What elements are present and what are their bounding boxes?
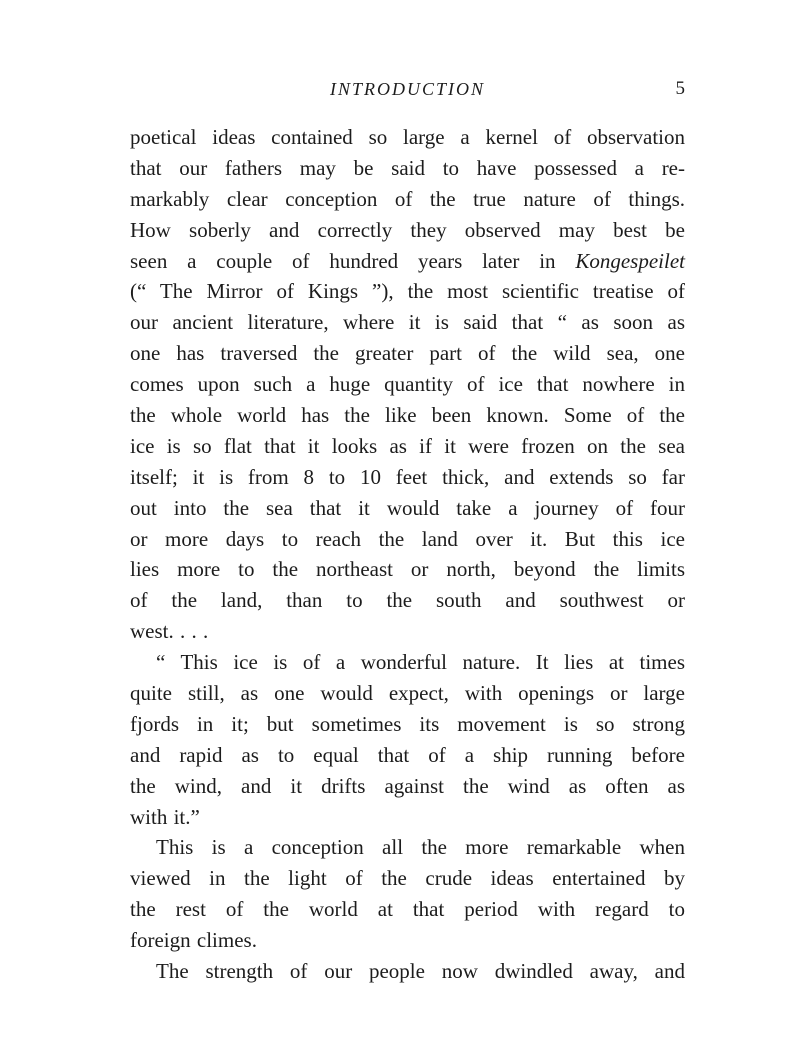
text-line-content: lies more to the northeast or north, beyond the limits <box>130 557 685 582</box>
text-line <box>130 307 685 338</box>
body-text <box>130 122 685 987</box>
text-line-content: west. . . . <box>130 619 209 644</box>
text-line-content: (“ The Mirror of Kings ”), the most scientific treatise of <box>130 279 685 304</box>
text-line-content: The strength of our people now dwindled away, and <box>156 959 685 984</box>
text-line-content: seen a couple of hundred years later in <box>130 248 576 273</box>
text-line <box>130 616 685 647</box>
running-head <box>130 74 685 104</box>
running-title: INTRODUCTION <box>329 79 486 99</box>
italic-title: Kongespeilet <box>575 248 685 273</box>
text-line-content: our ancient literature, where it is said that “ as soon as <box>130 310 685 335</box>
text-line-content: How soberly and correctly they observed may best be <box>130 217 685 242</box>
text-line-content: the rest of the world at that period with regard to <box>130 897 685 922</box>
text-line-content: poetical ideas contained so large a kernel of observation <box>130 125 685 149</box>
text-line <box>130 493 685 524</box>
text-line-content: markably clear conception of the true nature of things. <box>130 186 685 211</box>
text-line-content: the wind, and it drifts against the wind as often as <box>130 773 685 798</box>
text-line <box>130 369 685 400</box>
text-line-content: viewed in the light of the crude ideas entertained by <box>130 866 685 891</box>
text-line <box>130 400 685 431</box>
text-line <box>130 585 685 616</box>
text-line <box>130 338 685 369</box>
text-line <box>130 956 685 987</box>
text-line-content: comes upon such a huge quantity of ice that nowhere in <box>130 372 685 397</box>
text-line <box>130 925 685 956</box>
text-line <box>130 647 685 678</box>
text-line <box>130 276 685 307</box>
text-line <box>130 554 685 585</box>
text-line <box>130 678 685 709</box>
text-line-content: out into the sea that it would take a journey of four <box>130 495 685 520</box>
text-line-content: quite still, as one would expect, with openings or large <box>130 681 685 706</box>
text-line-content: This is a conception all the more remarkable when <box>156 835 685 860</box>
text-line-content: with it.” <box>130 804 200 829</box>
text-line-content: foreign climes. <box>130 928 257 953</box>
text-line <box>130 246 685 277</box>
text-line-content: or more days to reach the land over it. But this ice <box>130 526 685 551</box>
text-line-content: ice is so flat that it looks as if it were frozen on the sea <box>130 433 685 458</box>
text-line <box>130 215 685 246</box>
text-line <box>130 462 685 493</box>
text-line <box>130 431 685 462</box>
text-line <box>130 524 685 555</box>
text-line <box>130 832 685 863</box>
text-line <box>130 894 685 925</box>
text-line-content: and rapid as to equal that of a ship running before <box>130 742 685 767</box>
text-line-content: itself; it is from 8 to 10 feet thick, and extends so far <box>130 464 685 489</box>
text-line <box>130 122 685 153</box>
text-line-content: that our fathers may be said to have possessed a re- <box>130 155 685 180</box>
text-line-content: fjords in it; but sometimes its movement is so strong <box>130 711 685 736</box>
text-line <box>130 709 685 740</box>
text-line <box>130 771 685 802</box>
text-line <box>130 863 685 894</box>
text-line-content: one has traversed the greater part of the wild sea, one <box>130 341 685 366</box>
text-line-content: the whole world has the like been known. Some of the <box>130 403 685 428</box>
text-line <box>130 802 685 833</box>
text-line <box>130 740 685 771</box>
text-line-content: “ This ice is of a wonderful nature. It lies at times <box>156 650 685 675</box>
text-line <box>130 184 685 215</box>
text-line-content: of the land, than to the south and southwest or <box>130 588 685 613</box>
text-line <box>130 153 685 184</box>
page-number: 5 <box>675 78 685 99</box>
